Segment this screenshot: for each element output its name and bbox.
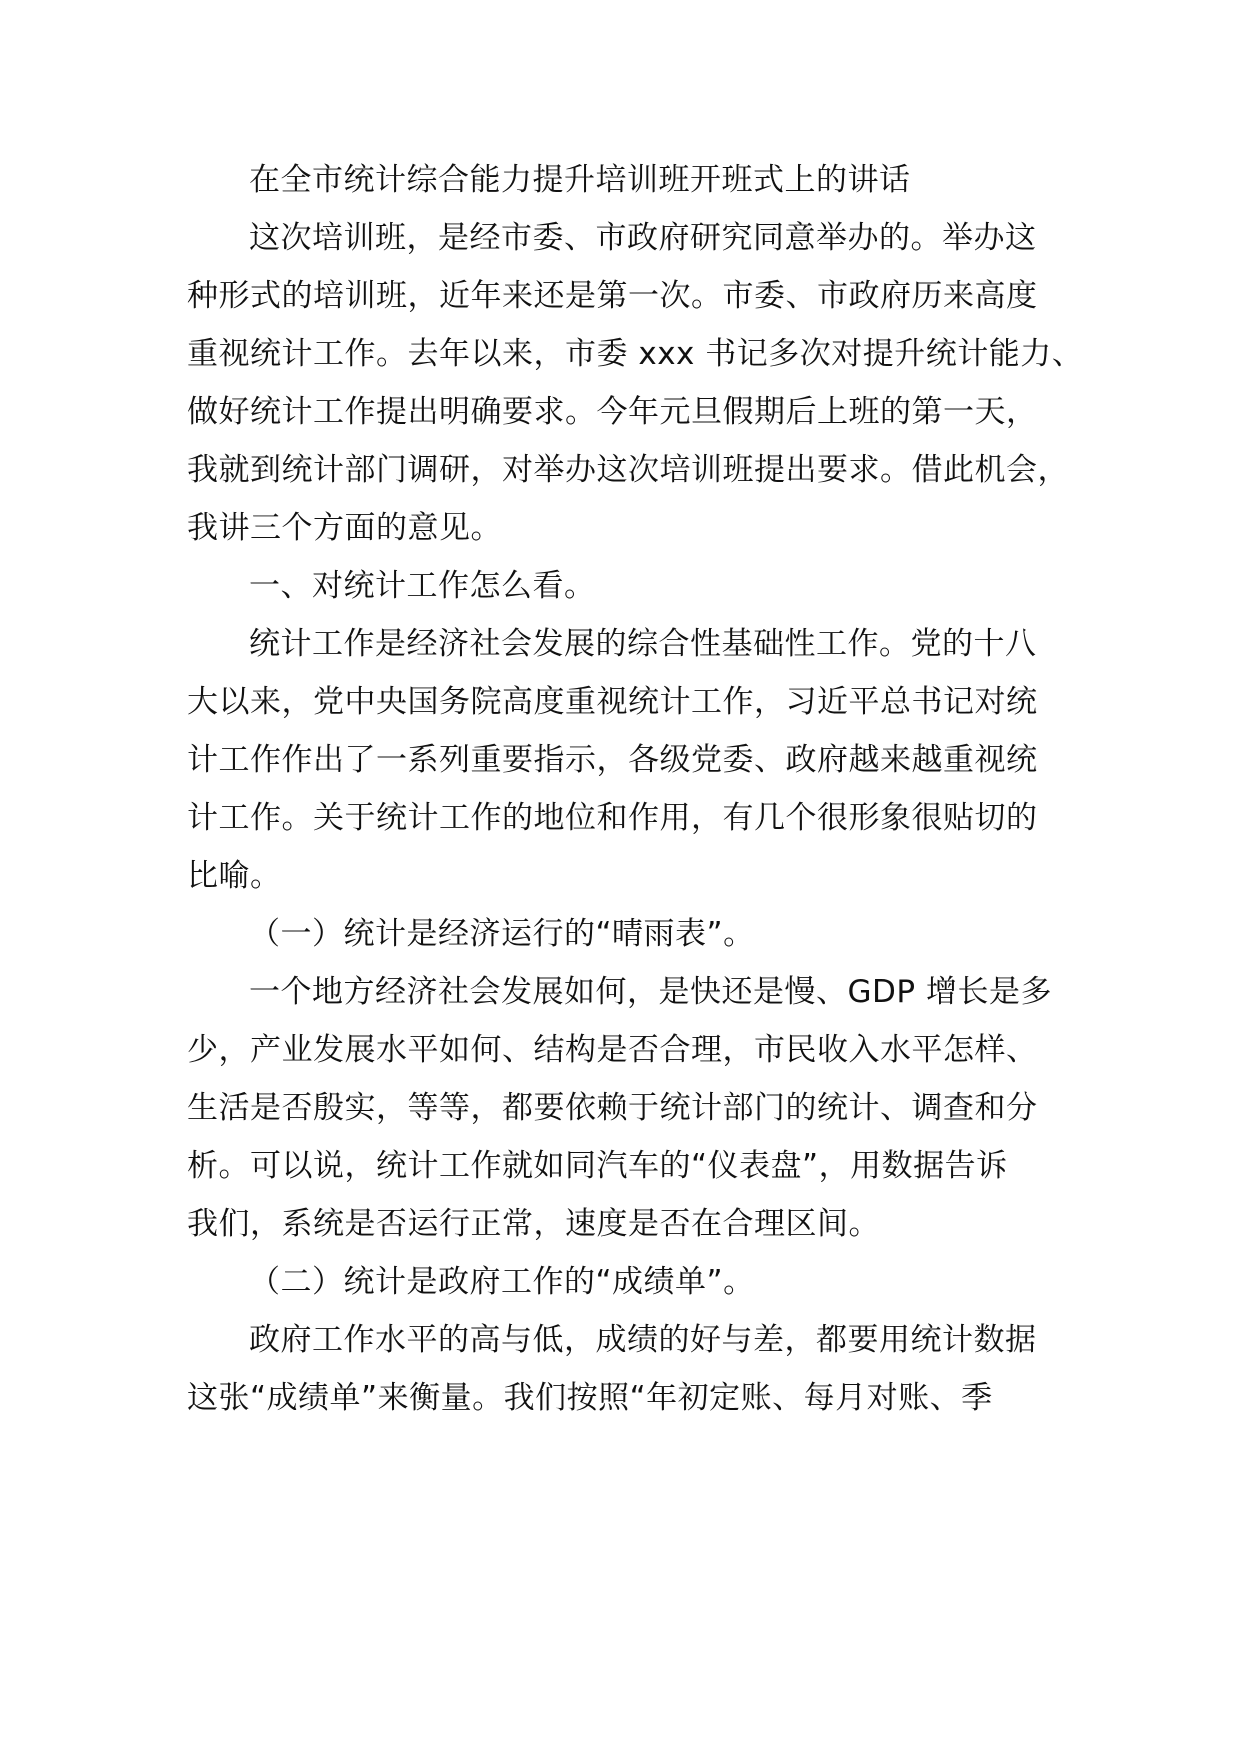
paragraph-line: 析。可以说，统计工作就如同汽车的“仪表盘”，用数据告诉 [187, 1148, 1008, 1184]
paragraph-line: 少，产业发展水平如何、结构是否合理，市民收入水平怎样、 [187, 1032, 1038, 1068]
document-title: 在全市统计综合能力提升培训班开班式上的讲话 [249, 162, 911, 198]
paragraph-line: 做好统计工作提出明确要求。今年元旦假期后上班的第一天， [187, 394, 1038, 430]
paragraph-line: 计工作。关于统计工作的地位和作用，有几个很形象很贴切的 [187, 800, 1038, 836]
paragraph-line: 政府工作水平的高与低，成绩的好与差，都要用统计数据 [249, 1322, 1037, 1358]
paragraph-line: 一个地方经济社会发展如何，是快还是慢、GDP 增长是多 [249, 974, 1052, 1010]
paragraph-line: 统计工作是经济社会发展的综合性基础性工作。党的十八 [249, 626, 1037, 662]
subsection-heading: （二）统计是政府工作的“成绩单”。 [249, 1264, 755, 1300]
paragraph-line: 我就到统计部门调研，对举办这次培训班提出要求。借此机会， [187, 452, 1069, 488]
section-heading: 一、对统计工作怎么看。 [249, 568, 596, 604]
paragraph-line: 生活是否殷实，等等，都要依赖于统计部门的统计、调查和分 [187, 1090, 1038, 1126]
paragraph-line: 种形式的培训班，近年来还是第一次。市委、市政府历来高度 [187, 278, 1038, 314]
paragraph-line: 我们，系统是否运行正常，速度是否在合理区间。 [187, 1206, 880, 1242]
paragraph-line: 比喻。 [187, 858, 282, 894]
paragraph-line: 大以来，党中央国务院高度重视统计工作，习近平总书记对统 [187, 684, 1038, 720]
paragraph-line: 这张“成绩单”来衡量。我们按照“年初定账、每月对账、季 [187, 1380, 993, 1416]
paragraph-line: 重视统计工作。去年以来，市委 xxx 书记多次对提升统计能力、 [187, 336, 1084, 372]
paragraph-line: 我讲三个方面的意见。 [187, 510, 502, 546]
paragraph-line: 计工作作出了一系列重要指示，各级党委、政府越来越重视统 [187, 742, 1038, 778]
subsection-heading: （一）统计是经济运行的“晴雨表”。 [249, 916, 755, 952]
paragraph-line: 这次培训班，是经市委、市政府研究同意举办的。举办这 [249, 220, 1037, 256]
